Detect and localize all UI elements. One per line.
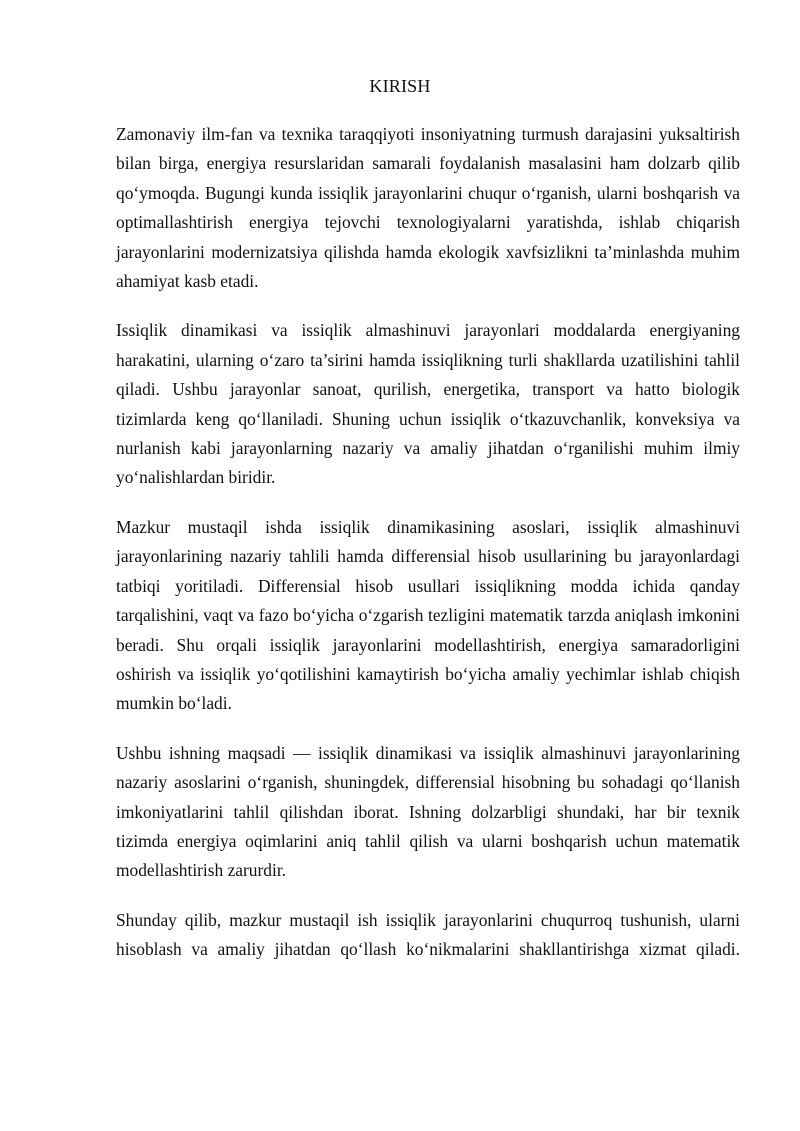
document-body xyxy=(116,120,740,985)
paragraph-5: Shunday qilib, mazkur mustaqil ish issiqlik jarayonlarini chuqurroq tushunish, ularni hisoblash va amaliy jihatdan qo‘llash ko‘nikmalarini shakllantirishga xizmat qiladi. xyxy=(116,909,740,960)
paragraph-3: Mazkur mustaqil ishda issiqlik dinamikasining asoslari, issiqlik almashinuvi jarayonlarining nazariy tahlili hamda differensial hisob usullarining bu jarayonlardagi tatbiqi yoritiladi. Differensial hisob usullari issiqlikning modda ichida qanday tarqalishini, vaqt va fazo bo‘yicha o‘zgarish tezligini matematik tarzda aniqlash imkonini beradi. Shu orqali issiqlik jarayonlarini modellashtirish, energiya samaradorligini oshirish va issiqlik yo‘qotilishini kamaytirish bo‘yicha amaliy yechimlar ishlab chiqish mumkin bo‘ladi. xyxy=(116,516,740,714)
page-title: KIRISH xyxy=(369,76,431,96)
paragraph-4: Ushbu ishning maqsadi — issiqlik dinamikasi va issiqlik almashinuvi jarayonlarining nazariy asoslarini o‘rganish, shuningdek, differensial hisobning bu sohadagi qo‘llanish imkoniyatlarini tahlil qilishdan iborat. Ishning dolzarbligi shundaki, har bir texnik tizimda energiya oqimlarini aniq tahlil qilish va ularni boshqarish uchun matematik modellashtirish zarurdir. xyxy=(116,742,740,881)
paragraph-1: Zamonaviy ilm-fan va texnika taraqqiyoti insoniyatning turmush darajasini yuksaltirish bilan birga, energiya resurslaridan samarali foydalanish masalasini ham dolzarb qilib qo‘ymoqda. Bugungi kunda issiqlik jarayonlarini chuqur o‘rganish, ularni boshqarish va optimallashtirish energiya tejovchi texnologiyalarni yaratishda, ishlab chiqarish jarayonlarini modernizatsiya qilishda hamda ekologik xavfsizlikni ta’minlashda muhim ahamiyat kasb etadi. xyxy=(116,124,740,292)
paragraph-2: Issiqlik dinamikasi va issiqlik almashinuvi jarayonlari moddalarda energiyaning harakatini, ularning o‘zaro ta’sirini hamda issiqlikning turli shakllarda uzatilishini tahlil qiladi. Ushbu jarayonlar sanoat, qurilish, energetika, transport va hatto biologik tizimlarda keng qo‘llaniladi. Shuning uchun issiqlik o‘tkazuvchanlik, konveksiya va nurlanish kabi jarayonlarning nazariy va amaliy jihatdan o‘rganilishi muhim ilmiy yo‘nalishlardan biridir. xyxy=(116,320,740,488)
